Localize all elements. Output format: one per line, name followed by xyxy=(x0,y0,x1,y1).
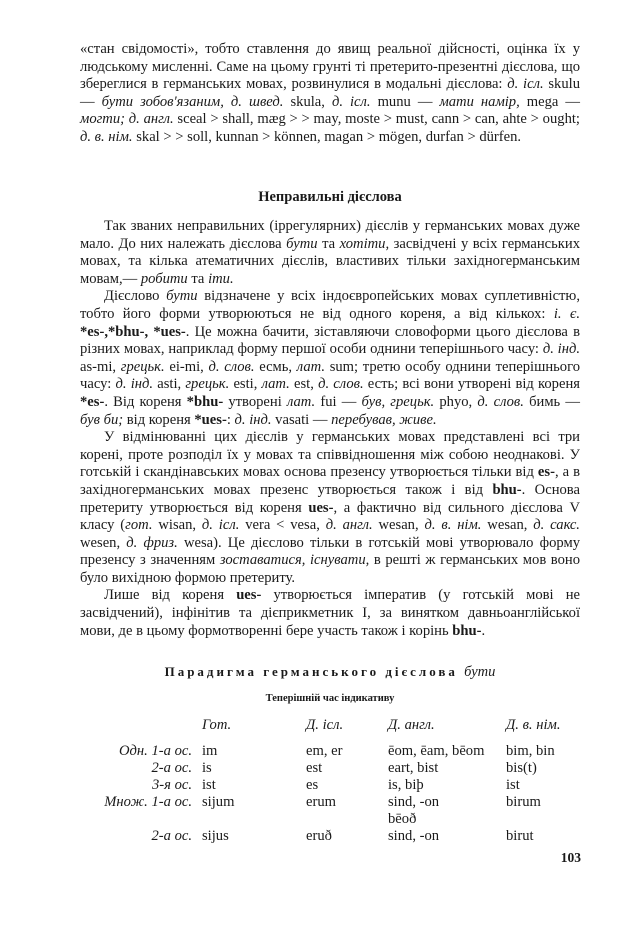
row-label: Множ. 1-а ос. xyxy=(104,794,192,810)
gloss: був, грецьк. xyxy=(361,393,435,410)
text-run: asti, xyxy=(153,376,186,393)
row-label: 2-а ос. xyxy=(151,760,192,776)
text-run: esti, xyxy=(229,376,262,393)
lang-abbrev: д. англ. xyxy=(325,517,373,534)
text-run: . Основа претериту утворюється від кореня xyxy=(80,481,580,516)
text-run: від кореня xyxy=(123,411,195,428)
lang-abbrev: д. фриз. xyxy=(126,534,178,551)
verb-term: бути xyxy=(286,235,318,252)
lang-abbrev: д. в. нім. xyxy=(424,517,482,534)
table-cell: bis(t) xyxy=(506,760,537,776)
text-run: есмь, xyxy=(254,358,297,375)
table-cell: sijum xyxy=(202,794,235,810)
text-run: skulu — xyxy=(80,76,580,110)
paragraph-suppletion xyxy=(80,288,580,429)
text-run: : xyxy=(226,411,235,428)
paradigm-subtitle: Теперішній час індикативу xyxy=(265,693,395,704)
text-run: . Від кореня xyxy=(104,393,187,410)
gloss: бути зобов'язаним, д. швед. xyxy=(101,93,284,110)
table-cell: eruð xyxy=(306,828,332,844)
table-cell: em, er xyxy=(306,743,343,759)
header-spacer xyxy=(80,717,202,743)
paragraph-imperative xyxy=(80,587,580,640)
lang-abbrev: д. в. нім. xyxy=(80,128,133,145)
table-row xyxy=(80,743,580,760)
paragraph-irregular-verbs xyxy=(80,218,580,288)
text-run: wesan, xyxy=(481,517,534,534)
table-cell: birut xyxy=(506,828,534,844)
text-run: . xyxy=(481,622,486,639)
paradigm-title-text: Парадигма германського дієслова xyxy=(164,664,458,679)
table-cell: sijus xyxy=(202,828,229,844)
root-term: ues- xyxy=(236,587,262,604)
paradigm-subtitle-block xyxy=(80,693,580,704)
table-cell: sind, -on xyxy=(388,794,440,810)
root-term: *ues- xyxy=(194,411,227,428)
text-run: та xyxy=(317,235,340,252)
text-run: Дієслово xyxy=(104,288,167,305)
text-run: Так званих неправильних (іррегулярних) дієслів у германських мовах дуже мало. До них належать дієслова xyxy=(80,218,580,252)
gloss: могти; д. англ. xyxy=(80,111,174,128)
lang-abbrev: д. інд. xyxy=(234,411,272,428)
text-run: , а фактично від сильного дієслова V класу ( xyxy=(80,499,580,534)
gloss: перебував, живе. xyxy=(331,411,437,428)
root-term: bhu- xyxy=(452,622,482,639)
text-run: vasati — xyxy=(271,411,332,428)
lang-abbrev: д. інд. xyxy=(115,376,154,393)
lang-abbrev: лат. xyxy=(261,376,290,393)
table-row xyxy=(80,811,580,828)
paradigm-title-block xyxy=(80,664,580,681)
text-run: vera < vesa, xyxy=(239,517,326,534)
text-run: phyo, xyxy=(434,393,478,410)
row-label xyxy=(80,811,202,828)
text-run: в решті ж германських мов воно було вихідною формою претериту. xyxy=(80,552,580,586)
table-cell: sind, -on xyxy=(388,828,440,844)
verb-term: хотіти, xyxy=(339,235,390,252)
page-number: 103 xyxy=(560,850,581,865)
lang-abbrev: д. ісл. xyxy=(331,93,371,110)
text-run: засвідчені у всіх германських мовах, та кілька атематичних дієслів, властивих тільки західногерманським мовам,— xyxy=(80,235,581,287)
section-heading-block xyxy=(80,189,580,206)
lang-abbrev: гот. xyxy=(125,517,153,534)
lang-abbrev: д. сакс. xyxy=(533,517,580,534)
table-row xyxy=(80,777,580,794)
table-cell: est xyxy=(306,760,323,776)
row-label: 2-а ос. xyxy=(151,828,192,844)
lang-abbrev: і. є. xyxy=(553,305,580,322)
text-run: wesa). Це дієслово тільки в готській мові утворювало форму презенсу з значенням xyxy=(80,534,580,569)
lang-abbrev: грецьк. xyxy=(120,358,165,375)
paradigm-title xyxy=(80,664,580,681)
root-term: *es- xyxy=(80,393,105,410)
lang-abbrev: д. слов. xyxy=(477,393,524,410)
text-run: sceal > shall, mæg > > may, moste > must, cann > can, ahte > ought; xyxy=(173,111,580,128)
root-term: bhu- xyxy=(492,481,522,498)
table-cell: ēom, ēam, bēom xyxy=(388,743,485,759)
text-run: skal > > soll, kunnan > können, magan > mögen, durfan > dürfen. xyxy=(132,128,522,145)
section-heading: Неправильні дієслова xyxy=(258,189,402,205)
table-row xyxy=(80,794,580,811)
text-run: est, xyxy=(289,376,319,393)
lang-abbrev: лат. xyxy=(286,393,316,410)
table-cell: im xyxy=(202,743,218,759)
text-run: as-mi, xyxy=(80,358,121,375)
table-cell: is, biþ xyxy=(388,777,424,793)
text-run: , а в західногерманських мовах презенс утворюється також і від xyxy=(80,464,580,498)
paradigm-table xyxy=(80,717,580,845)
text-run: wesen, xyxy=(80,534,127,551)
text-run: есть; всі вони утворені від кореня xyxy=(363,376,580,393)
text-run: У відмінюванні цих дієслів у германських мовах представлені всі три корені, проте розподіл їх у мовах та співвідношення між собою неоднакові. У готській і скандінавських мовах основа презенсу утворюється тільки від xyxy=(80,429,580,481)
table-cell: eart, bist xyxy=(388,760,439,776)
root-term: *bhu- xyxy=(186,393,224,410)
header-old-english: Д. англ. xyxy=(388,717,435,733)
text-run: бимь — xyxy=(523,393,580,410)
text-run: skula, xyxy=(283,93,332,110)
lang-abbrev: лат. xyxy=(296,358,325,375)
root-term: *es-,*bhu-, *ues- xyxy=(80,323,186,340)
table-cell: ist xyxy=(506,777,520,793)
paragraph-conjugation xyxy=(80,429,580,587)
text-run: Лише від кореня xyxy=(104,587,237,604)
table-cell xyxy=(202,811,306,828)
lang-abbrev: грецьк. xyxy=(185,376,230,393)
table-row xyxy=(80,760,580,777)
table-header-row xyxy=(80,717,580,743)
text-run: відзначене у всіх індоєвропейських мовах суплетивністю, тобто його форми утворюються не від одного кореня, а від кількох: xyxy=(80,288,580,322)
table-cell: bim, bin xyxy=(506,743,555,759)
table-cell: bēoð xyxy=(388,811,417,827)
body-text xyxy=(80,218,580,640)
text-run: wesan, xyxy=(372,517,425,534)
gloss: мати намір, xyxy=(439,93,520,110)
text-run: «стан свідомості», тобто ставлення до явищ реальної дійсності, оцінка їх у людському мисленні. Саме на цьому грунті ті претерито-презентні дієслова, що збереглися в германських мовах, розвинулися в модальні дієслова: xyxy=(80,41,580,93)
table-cell: es xyxy=(306,777,319,793)
table-cell: ist xyxy=(202,777,216,793)
table-cell xyxy=(506,811,580,828)
lang-abbrev: д. ісл. xyxy=(201,517,240,534)
text-run: утворені xyxy=(223,393,287,410)
gloss: був би; xyxy=(80,411,124,428)
top-paragraph xyxy=(80,41,580,147)
row-label: Одн. 1-а ос. xyxy=(119,743,192,759)
root-term: es- xyxy=(537,464,555,481)
root-term: ues- xyxy=(308,499,334,516)
header-old-icelandic: Д. ісл. xyxy=(306,717,344,733)
text-run: munu — xyxy=(370,93,440,110)
table-cell: is xyxy=(202,760,212,776)
row-label: 3-я ос. xyxy=(151,777,192,793)
lang-abbrev: д. слов. xyxy=(208,358,255,375)
text-run: утворюється імператив (у готській мові не засвідчений), інфінітив та дієприкметник I, за винятком давньоанглійської мови, де в цьому формотворенні бере участь також і корінь xyxy=(80,587,581,639)
paradigm-title-word: бути xyxy=(464,664,496,680)
text-run: mega — xyxy=(519,93,580,110)
lang-abbrev: д. слов. xyxy=(318,376,364,393)
text-run: fui — xyxy=(315,393,362,410)
header-gothic: Гот. xyxy=(202,717,232,733)
text-run: ei-mi, xyxy=(164,358,209,375)
table-cell: erum xyxy=(306,794,336,810)
header-old-high-german: Д. в. нім. xyxy=(506,717,561,733)
text-run: та xyxy=(187,270,209,287)
gloss: зоставатися, існувати, xyxy=(219,552,370,569)
lang-abbrev: д. інд. xyxy=(542,341,580,358)
text-run: sum; третю особу однини теперішнього часу: xyxy=(80,358,581,393)
table-row xyxy=(80,828,580,845)
lang-abbrev: д. ісл. xyxy=(507,76,544,93)
table-cell xyxy=(306,811,388,828)
verb-term: іти. xyxy=(208,270,234,287)
text-run: . Це можна бачити, зіставляючи словоформи цього дієслова в різних мовах, наприклад форму першої особи однини теперішнього часу: xyxy=(80,323,581,358)
verb-term: бути xyxy=(166,288,198,305)
text-run: wisan, xyxy=(152,517,202,534)
table-cell: birum xyxy=(506,794,541,810)
verb-term: робити xyxy=(140,270,188,287)
